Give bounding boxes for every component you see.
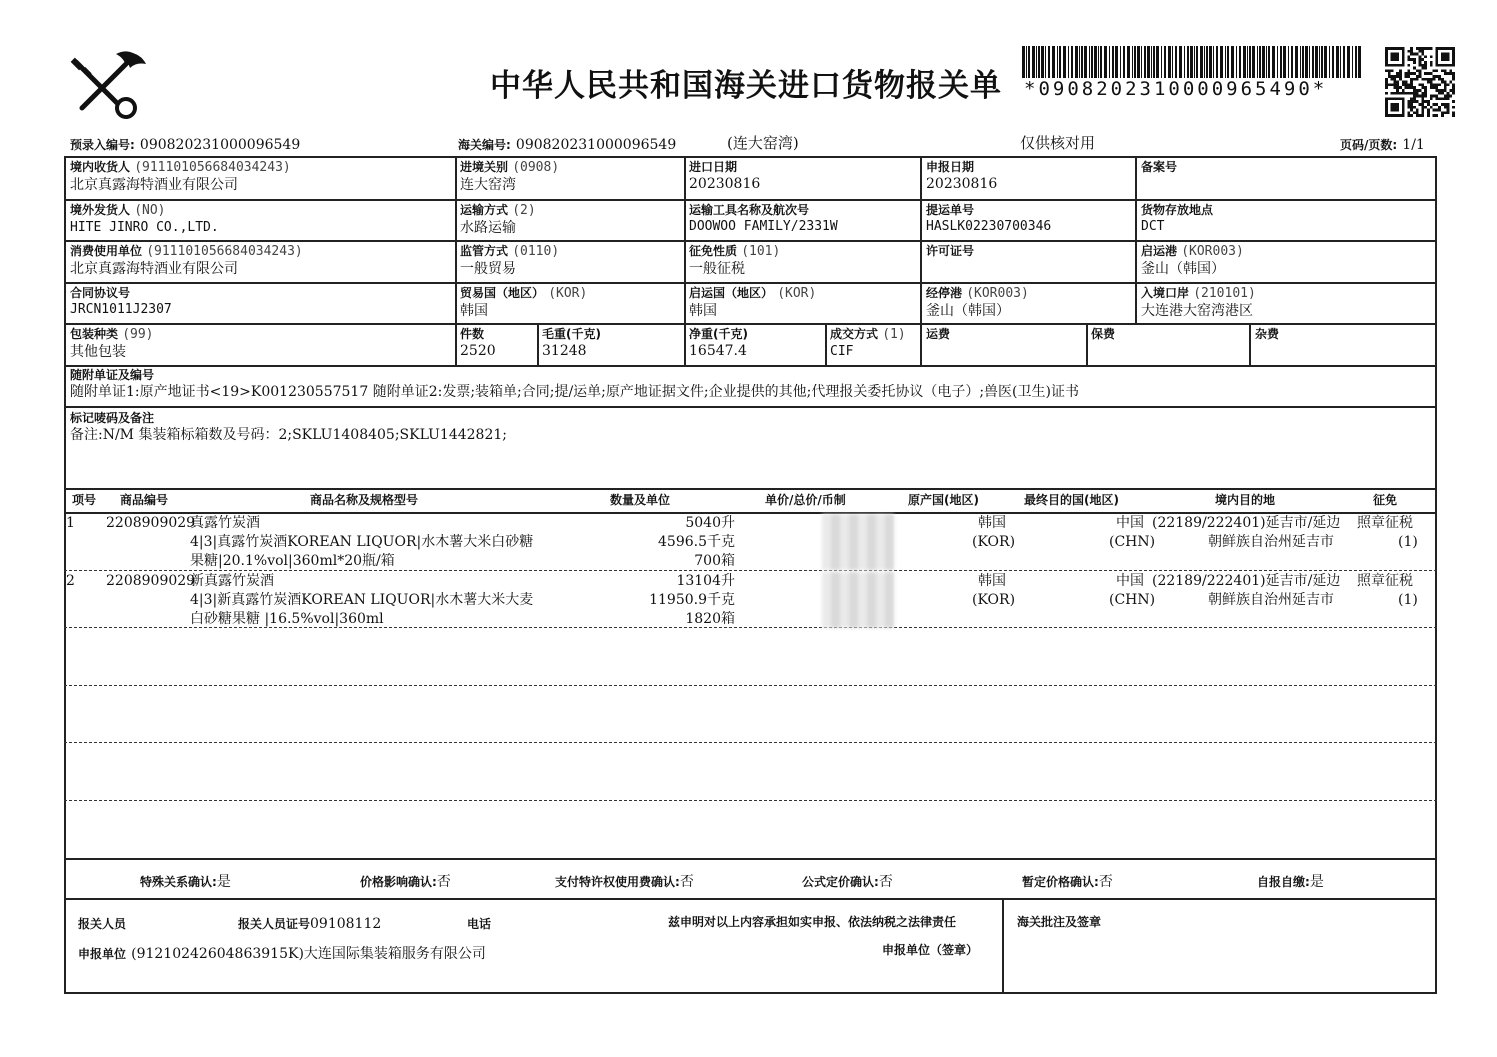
consignee-value: 北京真露海特酒业有限公司 — [70, 177, 238, 193]
page-title: 中华人民共和国海关进口货物报关单 — [490, 68, 1002, 104]
attached-docs-cell: 随附单证及编号 随附单证1:原产地证书<19>K001230557517 随附单证2:发票;装箱单;合同;提/运单;原产地证据文件;企业提供的其他;代理报关委托协议（电子）;兽医(卫生)证书 — [70, 368, 1079, 400]
barcode — [1022, 46, 1366, 78]
consignor-cell: 境外发货人 (NO) HITE JINRO CO.,LTD. — [70, 202, 452, 237]
trade-country-cell: 贸易国（地区） (KOR) 韩国 — [460, 286, 588, 319]
price-impact-confirm: 价格影响确认:否 — [360, 874, 451, 890]
consignor-value: HITE JINRO CO.,LTD. — [70, 220, 219, 235]
barcode-icon — [1022, 46, 1366, 78]
vehicle-cell: 运输工具名称及航次号 DOOWOO FAMILY/2331W — [689, 203, 838, 234]
special-relation-confirm: 特殊关系确认:是 — [140, 874, 231, 890]
license-cell: 许可证号 — [926, 244, 975, 258]
declarant-label: 报关人员 — [78, 917, 127, 931]
misc-fee-cell: 杂费 — [1255, 327, 1280, 341]
customs-logo-icon — [66, 48, 150, 124]
gross-weight-cell: 毛重(千克) 31248 — [542, 327, 601, 359]
entry-customs-cell: 进境关别 (0908) 连大窑湾 — [460, 159, 680, 194]
redacted-price — [822, 514, 894, 570]
import-date-value: 20230816 — [689, 176, 761, 192]
customs-emblem — [66, 48, 150, 124]
bill-no-cell: 提运单号 HASLK02230700346 — [926, 203, 1052, 234]
consignee-cell: 境内收货人 (91110105668403424​3) 北京真露海特酒业有限公司 — [70, 159, 452, 194]
entry-customs-value: 连大窑湾 — [460, 177, 516, 193]
freight-cell: 运费 — [926, 327, 951, 341]
redacted-price — [822, 572, 894, 628]
departure-port-cell: 启运港 (KOR003) 釜山（韩国） — [1141, 244, 1244, 277]
transport-mode-cell: 运输方式 (2) 水路运输 — [460, 203, 536, 236]
formula-price-confirm: 公式定价确认:否 — [802, 874, 893, 890]
provisional-price-confirm: 暂定价格确认:否 — [1022, 874, 1113, 890]
declare-seal-label: 申报单位（签章） — [882, 943, 979, 957]
declarant-cert: 报关人员证号09108112 — [238, 916, 382, 932]
deal-mode-cell: 成交方式 (1) CIF — [830, 327, 906, 359]
marks-cell: 标记唛码及备注 备注:N/M 集装箱标箱数及号码：2;SKLU1408405;SKLU1442821; — [70, 411, 507, 443]
contract-cell: 合同协议号 JRCN1011J2307 — [70, 286, 172, 317]
storage-cell: 货物存放地点 DCT — [1141, 203, 1214, 234]
customs-note-label: 海关批注及签章 — [1017, 915, 1102, 929]
declare-date-cell: 申报日期 20230816 — [926, 159, 1132, 193]
barcode-text: *0908202310000965490* — [1024, 78, 1328, 100]
qr-code-icon — [1385, 47, 1455, 117]
declare-date-value: 20230816 — [926, 176, 998, 192]
origin-country-cell: 启运国（地区） (KOR) 韩国 — [689, 286, 817, 319]
self-pay-confirm: 自报自缴:是 — [1257, 874, 1324, 890]
user-unit-cell: 消费使用单位 (911101056684034243) 北京真露海特酒业有限公司 — [70, 244, 303, 277]
record-no-cell: 备案号 — [1141, 160, 1178, 174]
customs-port: (连大窑湾) — [727, 134, 799, 152]
royalty-confirm: 支付特许权使用费确认:否 — [555, 874, 694, 890]
supervision-cell: 监管方式 (0110) 一般贸易 — [460, 244, 560, 277]
insurance-cell: 保费 — [1091, 327, 1116, 341]
entry-port-cell: 入境口岸 (210101) 大连港大窑湾港区 — [1141, 286, 1256, 319]
import-date-cell: 进口日期 20230816 — [689, 159, 917, 193]
declare-unit: 申报单位 (91210242604863915K)大连国际集装箱服务有限公司 — [78, 946, 486, 962]
tax-nature-cell: 征免性质 (101) 一般征税 — [689, 244, 781, 277]
package-type-cell: 包装种类 (99) 其他包装 — [70, 327, 154, 360]
pieces-cell: 件数 2520 — [460, 327, 496, 359]
pre-entry-no: 预录入编号: 090820231000096549 — [70, 137, 301, 153]
net-weight-cell: 净重(千克) 16547.4 — [689, 327, 748, 359]
page-number: 页码/页数: 1/1 — [1340, 137, 1425, 153]
legal-statement: 兹申明对以上内容承担如实申报、依法纳税之法律责任 — [668, 915, 957, 929]
via-port-cell: 经停港 (KOR003) 釜山（韩国） — [926, 286, 1029, 319]
for-check-notice: 仅供核对用 — [1020, 134, 1096, 152]
customs-no: 海关编号: 090820231000096549 — [458, 137, 677, 153]
phone-label: 电话 — [467, 917, 492, 931]
qr-code — [1385, 47, 1455, 117]
